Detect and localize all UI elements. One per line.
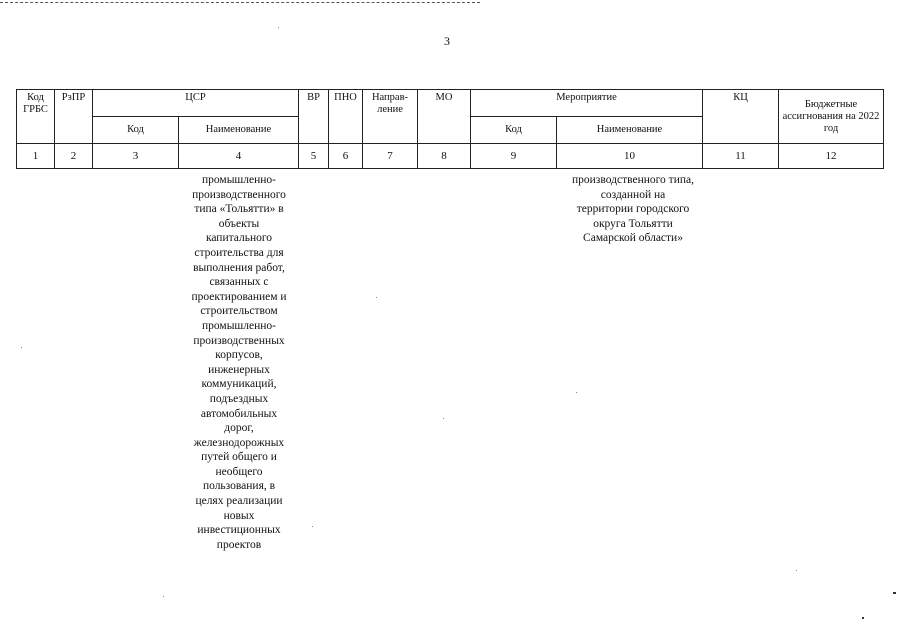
page-number: 3 — [444, 34, 450, 48]
header-meropriyatie: Мероприятие — [471, 90, 703, 117]
budget-table — [16, 89, 884, 169]
csr-name-continuation — [178, 173, 300, 552]
text-line: необщего — [215, 465, 263, 478]
text-line: капитального — [205, 232, 273, 245]
scan-speck — [443, 418, 444, 419]
column-number-row — [17, 144, 884, 169]
header-mer-kod: Код — [471, 117, 557, 144]
text-line: промышленно- — [201, 319, 277, 332]
text-line: объекты — [218, 217, 260, 230]
header-rzpr: РзПР — [55, 90, 93, 144]
text-line: автомобильных — [200, 407, 278, 420]
scan-speck — [312, 526, 313, 527]
text-line: выполнения работ, — [193, 261, 285, 274]
text-line: коммуникаций, — [201, 378, 277, 391]
column-number: 2 — [55, 144, 93, 169]
column-number: 11 — [703, 144, 779, 169]
header-kc: КЦ — [703, 90, 779, 144]
header-mer-name: Наименование — [557, 117, 703, 144]
text-line: созданной на — [600, 188, 666, 201]
text-line: строительства для — [194, 246, 284, 259]
header-mo: МО — [418, 90, 471, 144]
text-line: производственных — [193, 334, 285, 347]
text-line: железнодорожных — [193, 436, 285, 449]
text-line: целях реализации — [195, 495, 283, 508]
scan-speck — [893, 592, 896, 594]
column-number: 6 — [329, 144, 363, 169]
text-line: новых — [223, 509, 255, 522]
column-number: 10 — [557, 144, 703, 169]
text-line: корпусов, — [215, 349, 263, 362]
header-csr-kod: Код — [93, 117, 179, 144]
column-number: 12 — [779, 144, 884, 169]
header-row-main — [17, 90, 884, 117]
scan-speck — [796, 570, 797, 571]
text-line: дорог, — [224, 422, 254, 435]
header-vr: ВР — [299, 90, 329, 144]
scan-speck — [163, 596, 164, 597]
text-line: путей общего и — [201, 451, 277, 464]
text-line: производственного — [192, 188, 286, 201]
text-line: Самарской области» — [583, 232, 683, 245]
header-kod-grbs: Код ГРБС — [17, 90, 55, 144]
measure-name-continuation — [558, 173, 708, 246]
text-line: проектов — [216, 538, 262, 551]
text-line: связанных с — [209, 276, 269, 289]
column-number: 3 — [93, 144, 179, 169]
text-line: подъездных — [209, 392, 269, 405]
text-line: инвестиционных — [197, 524, 281, 537]
text-line: типа «Тольятти» в — [194, 203, 284, 216]
column-number: 1 — [17, 144, 55, 169]
header-csr-name: Наименование — [179, 117, 299, 144]
scan-speck — [576, 392, 577, 393]
text-line: промышленно- — [201, 174, 277, 186]
text-line: округа Тольятти — [593, 217, 673, 230]
top-dashed-rule — [0, 2, 480, 3]
column-number: 7 — [363, 144, 418, 169]
scan-speck — [278, 27, 279, 28]
text-line: проектированием и — [191, 290, 287, 303]
header-pno: ПНО — [329, 90, 363, 144]
column-number: 4 — [179, 144, 299, 169]
column-number: 5 — [299, 144, 329, 169]
column-number: 8 — [418, 144, 471, 169]
column-number: 9 — [471, 144, 557, 169]
text-line: инженерных — [208, 363, 270, 376]
scan-speck — [376, 297, 377, 298]
text-line: производственного типа, — [572, 174, 694, 186]
scan-speck — [862, 617, 864, 619]
text-line: пользования, в — [202, 480, 276, 493]
header-csr: ЦСР — [93, 90, 299, 117]
text-line: территории городского — [576, 203, 690, 216]
text-line: строительством — [200, 305, 278, 318]
header-budget: Бюджетные ассигнования на 2022 год — [779, 90, 884, 144]
scan-speck — [21, 347, 22, 348]
header-napravlenie: Направ-ление — [363, 90, 418, 144]
